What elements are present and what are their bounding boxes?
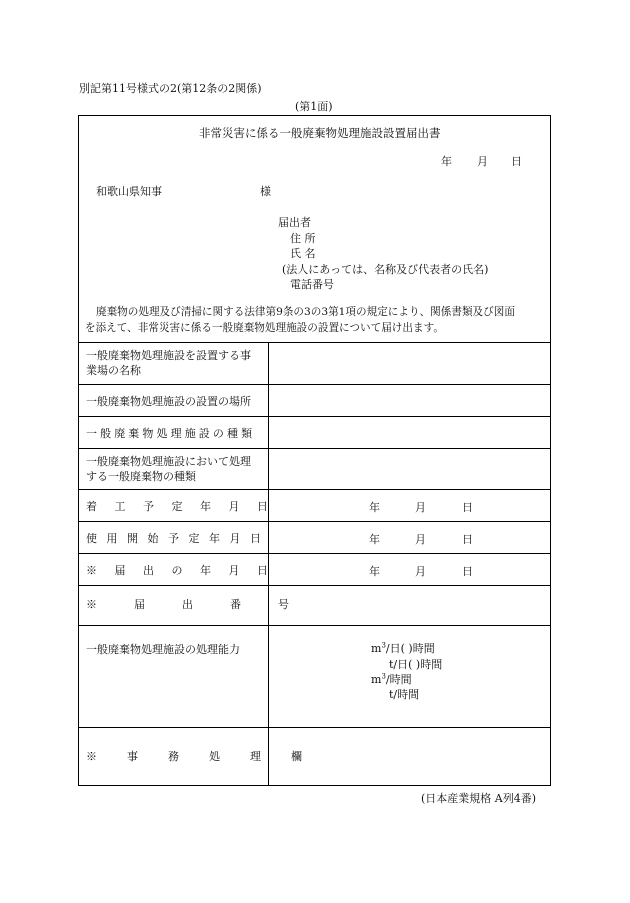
statement-line-1: 廃棄物の処理及び清掃に関する法律第9条の3の3第1項の規定により、関係書類及び図面 [96,306,515,318]
operation-year: 年 [369,533,380,546]
date-day: 日 [511,155,522,168]
date-month: 月 [477,155,488,168]
construction-day: 日 [462,501,473,514]
phone-label: 電話番号 [290,278,334,291]
form-sheet [78,115,551,786]
capacity-weight-per-hour: t/時間 [389,688,420,701]
facility-type-label: 一般廃棄物処理施設の種類 [86,427,256,440]
installation-location-label: 一般廃棄物処理施設の設置の場所 [86,395,251,408]
name-label: 氏 名 [290,247,316,260]
notification-date-label: ※届出の年月日 [86,564,286,577]
capacity-volume-per-hour: $m^3/$時間 [371,672,412,686]
processing-capacity-label: 一般廃棄物処理施設の処理能力 [86,643,240,656]
capacity-weight-per-day: t/日( )時間 [389,658,443,671]
construction-start-date-label: 着工予定年月日 [86,500,286,513]
operation-start-date-label: 使用開始予定年月日 [86,532,271,545]
statement-line-2: を添えて、非常災害に係る一般廃棄物処理施設の設置について届け出ます。 [85,322,444,334]
form-title: 非常災害に係る一般廃棄物処理施設設置届出書 [199,126,441,140]
notification-month: 月 [415,565,426,578]
construction-year: 年 [369,501,380,514]
capacity-volume-per-day: $m^3/$日( )時間 [371,641,435,655]
corporate-note: (法人にあっては、名称及び代表者の氏名) [282,263,489,276]
address-label: 住 所 [290,232,316,245]
office-use-label: ※事務処理欄 [86,750,332,763]
operation-month: 月 [415,533,426,546]
notification-number-label: ※届出番号 [86,598,326,611]
notification-day: 日 [462,565,473,578]
date-year: 年 [441,155,452,168]
construction-month: 月 [415,501,426,514]
page-label: (第1面) [295,100,333,113]
form-identifier: 別記第11号様式の2(第12条の2関係) [79,82,262,95]
addressee: 和歌山県知事 [96,185,162,198]
operation-day: 日 [462,533,473,546]
facility-site-name-label: 一般廃棄物処理施設を設置する事 業場の名称 [86,349,251,377]
notification-year: 年 [369,565,380,578]
applicant-label: 届出者 [278,216,311,229]
paper-size-footer: (日本産業規格 A列4番) [421,792,537,805]
waste-type-label: 一般廃棄物処理施設において処理 する一般廃棄物の種類 [86,455,251,483]
honorific: 様 [260,185,271,198]
